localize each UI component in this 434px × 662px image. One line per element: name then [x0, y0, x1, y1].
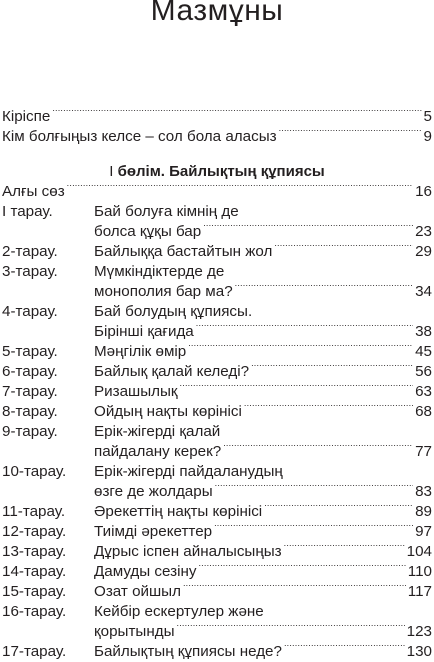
toc-entry-label: Кіріспе	[2, 108, 51, 125]
chapter-number: 6-тарау.	[2, 363, 58, 380]
chapter-title-line: Байлық қалай келеді?	[94, 363, 250, 380]
chapter-title-line: Ерік-жігерді қалай	[94, 423, 221, 440]
dot-leader	[177, 619, 405, 633]
chapter-title-line: болса құқы бар	[94, 223, 202, 240]
chapter-number: 10-тарау.	[2, 463, 67, 480]
chapter-title-line: Мүмкіндіктерде де	[94, 263, 225, 280]
toc-entry-page: 83	[415, 483, 432, 500]
chapter-number: 4-тарау.	[2, 303, 58, 320]
toc-entry-page: 29	[415, 243, 432, 260]
toc-entry-page: 9	[423, 128, 432, 145]
toc-entry-chapter[interactable]	[94, 642, 432, 662]
toc-entry-page: 68	[415, 403, 432, 420]
chapter-title-line: Байлыққа бастайтын жол	[94, 243, 273, 260]
dot-leader	[203, 219, 413, 233]
toc-entry-label: Кім болғыңыз келсе – сол бола аласыз	[2, 128, 277, 145]
chapter-number: 9-тарау.	[2, 423, 58, 440]
chapter-title-line: Мәңгілік өмір	[94, 343, 187, 360]
toc-entry-page: 16	[415, 183, 432, 200]
toc-entry-page: 56	[415, 363, 432, 380]
dot-leader	[188, 339, 413, 353]
chapter-number: 11-тарау.	[2, 503, 66, 520]
part-title: бөлім. Байлықтың құпиясы	[117, 163, 325, 180]
toc-entry-intro[interactable]	[2, 127, 432, 147]
dot-leader	[67, 179, 413, 193]
chapter-title-line: пайдалану керек?	[94, 443, 222, 460]
chapter-number: 5-тарау.	[2, 343, 58, 360]
chapter-number: 12-тарау.	[2, 523, 67, 540]
chapter-title-line: Бай болудың құпиясы.	[94, 303, 253, 320]
chapter-title-line: Әрекеттің нақты көрінісі	[94, 503, 263, 520]
page-title: Мазмұны	[150, 0, 284, 27]
part-number: I	[109, 163, 114, 180]
dot-leader	[244, 399, 413, 413]
dot-leader	[215, 479, 413, 493]
chapter-title-line: Ерік-жігерді пайдаланудың	[94, 463, 283, 480]
dot-leader	[274, 239, 413, 253]
chapter-number: 17-тарау.	[2, 643, 67, 660]
dot-leader	[284, 539, 405, 553]
chapter-number: 16-тарау.	[2, 603, 67, 620]
dot-leader	[180, 379, 414, 393]
dot-leader	[251, 359, 413, 373]
toc-entry-page: 5	[423, 108, 432, 125]
toc-entry-chapter[interactable]	[94, 402, 432, 422]
toc-entry-page: 38	[415, 323, 432, 340]
toc-entry-label: Алғы сөз	[2, 183, 65, 200]
chapter-title-line: Кейбір ескертулер және	[94, 603, 264, 620]
chapter-title-line: қорытынды	[94, 623, 175, 640]
toc-entry-chapter[interactable]	[94, 582, 432, 602]
dot-leader	[223, 439, 413, 453]
chapter-number: 13-тарау.	[2, 543, 67, 560]
toc-entry-page: 110	[407, 563, 432, 580]
dot-leader	[198, 559, 405, 573]
toc-entry-page: 97	[415, 523, 432, 540]
chapter-title-line: өзге де жолдары	[94, 483, 213, 500]
chapter-number: 2-тарау.	[2, 243, 58, 260]
chapter-number: 3-тарау.	[2, 263, 58, 280]
toc-entry-page: 104	[406, 543, 432, 560]
chapter-number: 7-тарау.	[2, 383, 58, 400]
toc-entry-page: 45	[415, 343, 432, 360]
toc-entry-page: 117	[407, 583, 432, 600]
dot-leader	[284, 639, 405, 653]
dot-leader	[52, 104, 421, 118]
toc-entry-page: 89	[415, 503, 432, 520]
toc-entry-chapter[interactable]	[94, 242, 432, 262]
toc-entry-page: 123	[406, 623, 432, 640]
chapter-title-line: Ойдың нақты көрінісі	[94, 403, 242, 420]
dot-leader	[279, 124, 422, 138]
dot-leader	[235, 279, 413, 293]
chapter-title-line: Тиімді әрекеттер	[94, 523, 213, 540]
toc-entry-foreword[interactable]	[2, 182, 432, 202]
dot-leader	[196, 319, 413, 333]
chapter-number: 15-тарау.	[2, 583, 67, 600]
toc-entry-page: 130	[406, 643, 432, 660]
chapter-number: I тарау.	[2, 203, 53, 220]
dot-leader	[183, 579, 406, 593]
toc-entry-page: 34	[415, 283, 432, 300]
chapter-number: 14-тарау.	[2, 563, 67, 580]
chapter-title-line: Озат ойшыл	[94, 583, 181, 600]
chapter-title-line: Ризашылық	[94, 383, 178, 400]
chapter-title-line: Бірінші қағида	[94, 323, 194, 340]
chapter-title-line: монополия бар ма?	[94, 283, 233, 300]
chapter-title-line: Дұрыс іспен айналысыңыз	[94, 543, 282, 560]
toc-entry-chapter[interactable]	[94, 442, 432, 462]
toc-entry-page: 77	[415, 443, 432, 460]
toc-entry-page: 23	[415, 223, 432, 240]
chapter-title-line: Дамуды сезіну	[94, 563, 197, 580]
chapter-title-line: Байлықтың құпиясы неде?	[94, 643, 282, 660]
dot-leader	[264, 499, 413, 513]
toc-entry-chapter[interactable]	[94, 282, 432, 302]
toc-entry-page: 63	[415, 383, 432, 400]
chapter-number: 8-тарау.	[2, 403, 58, 420]
chapter-title-line: Бай болуға кімнің де	[94, 203, 239, 220]
dot-leader	[214, 519, 413, 533]
